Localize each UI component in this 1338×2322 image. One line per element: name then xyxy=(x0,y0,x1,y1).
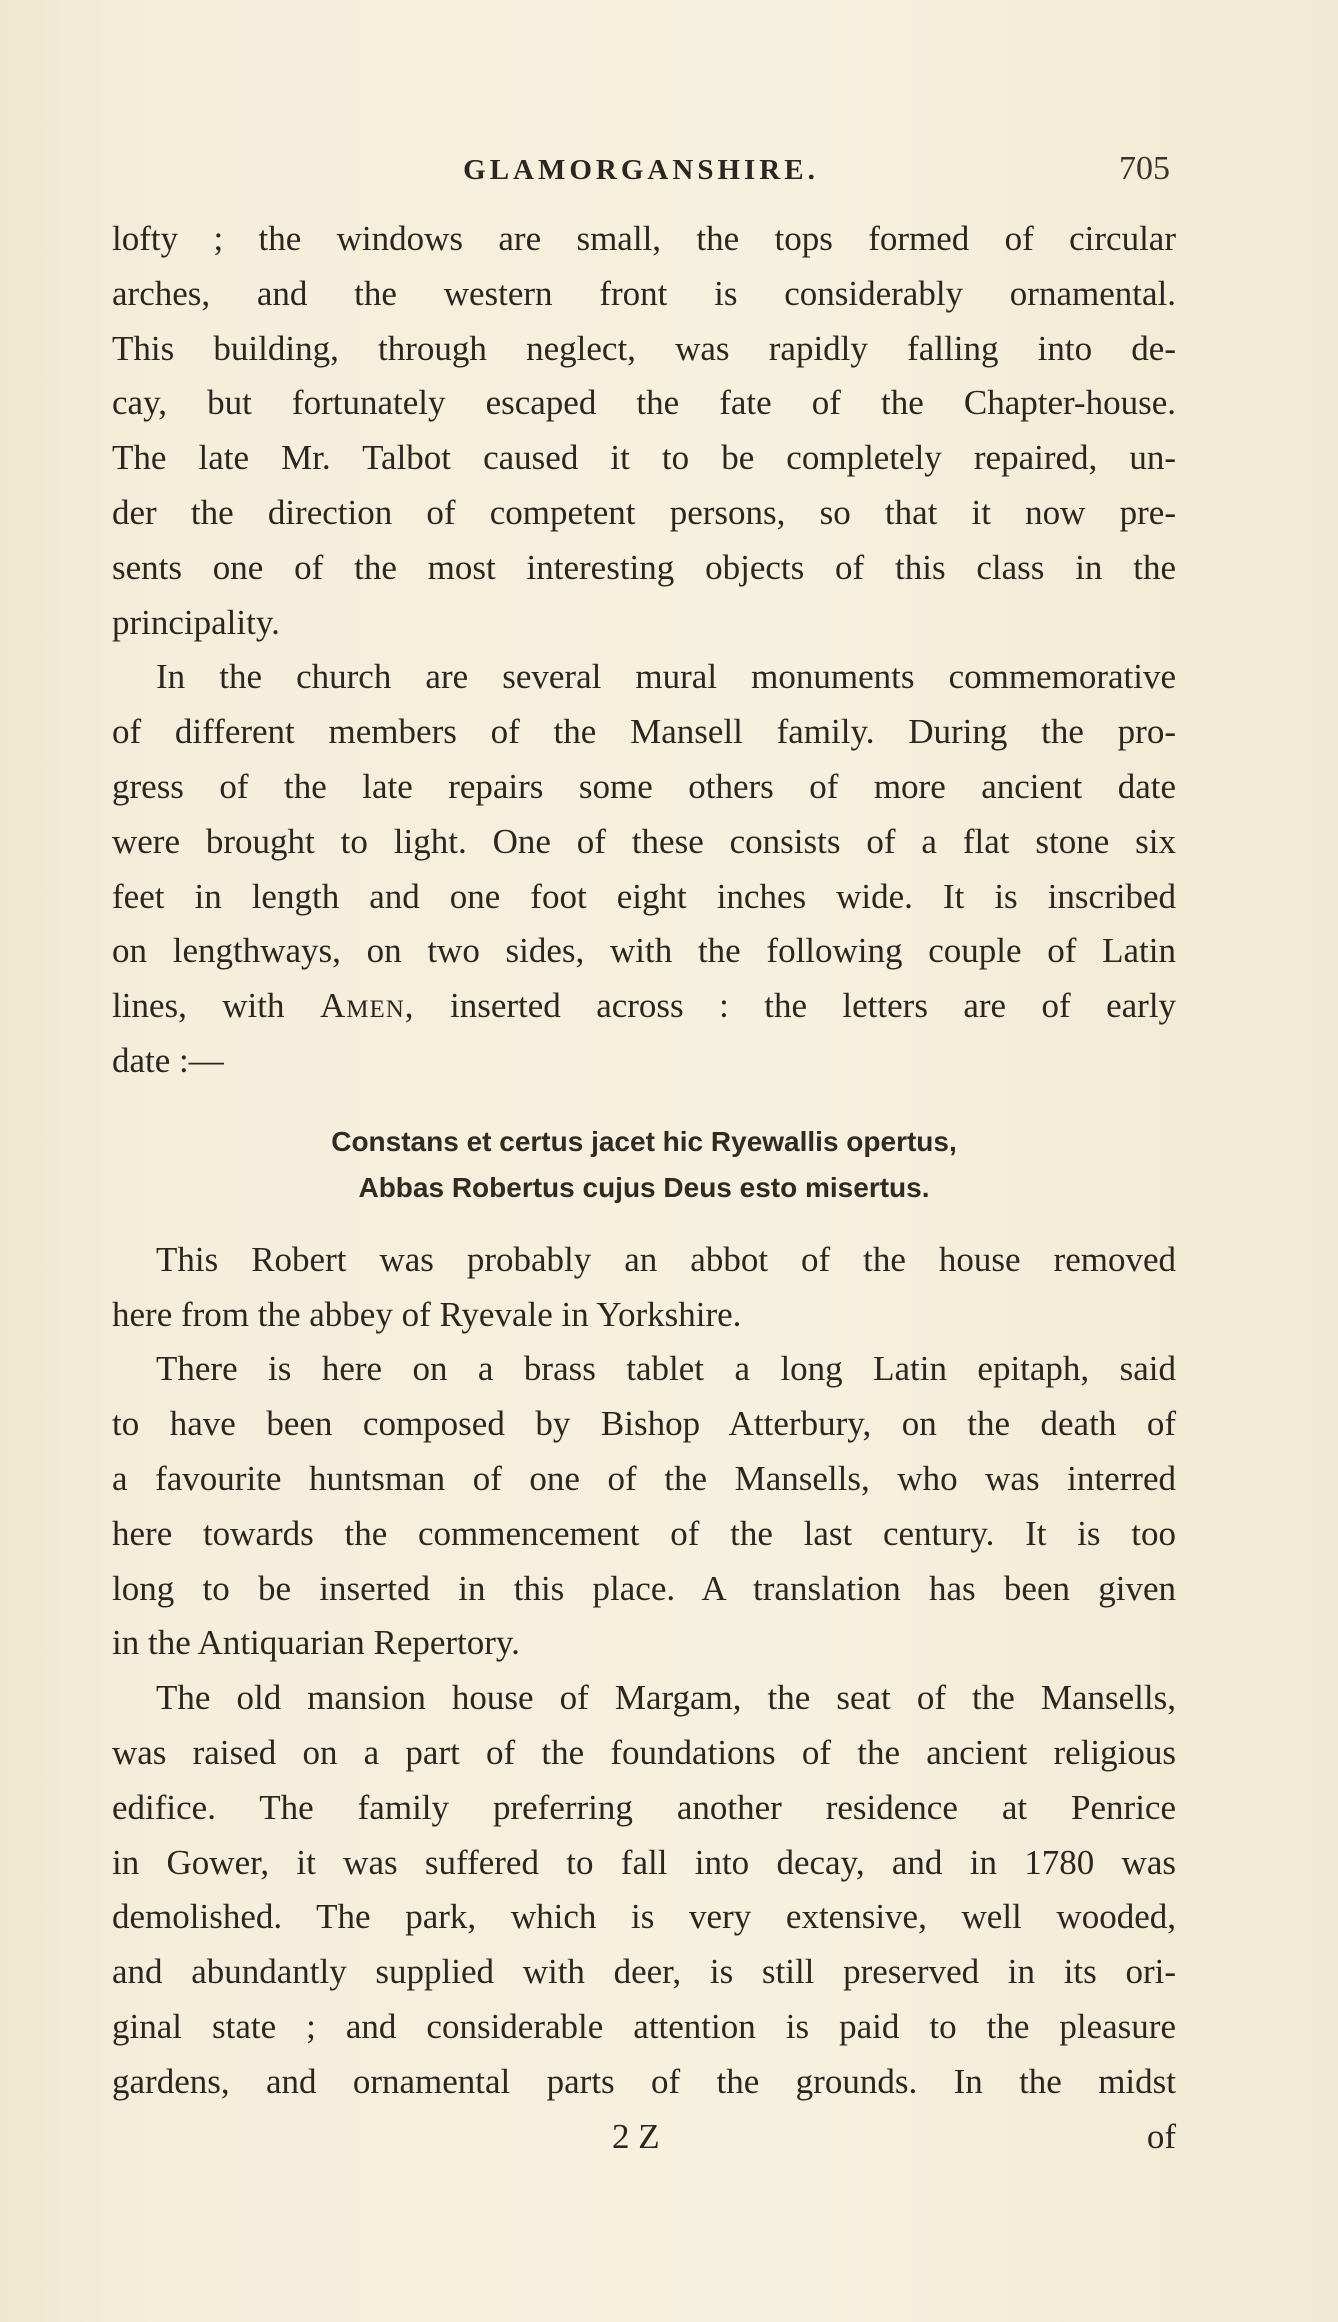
paragraph-4 xyxy=(112,1342,1176,1671)
text-line: demolished. The park, which is very extensive, well wooded, xyxy=(112,1897,1176,1937)
paragraph-5 xyxy=(112,1671,1176,2109)
text-line: This building, through neglect, was rapidly falling into de- xyxy=(112,328,1176,368)
paragraph-3 xyxy=(112,1233,1176,1343)
text-line: was raised on a part of the foundations of the ancient religious xyxy=(112,1732,1176,1772)
text-line: to have been composed by Bishop Atterbury, on the death of xyxy=(112,1404,1176,1444)
page-header xyxy=(112,150,1170,190)
text-line: ginal state ; and considerable attention is paid to the pleasure xyxy=(112,2006,1176,2046)
paragraph-1 xyxy=(112,212,1176,650)
page-footer xyxy=(112,2110,1176,2165)
text-line: This Robert was probably an abbot of the house removed xyxy=(156,1239,1176,1279)
text-line: principality. xyxy=(112,602,280,642)
text-line: of different members of the Mansell family. During the pro- xyxy=(112,712,1176,752)
text-line: There is here on a brass tablet a long Latin epitaph, said xyxy=(156,1349,1176,1389)
signature-mark: 2 Z xyxy=(612,2116,660,2156)
text-line: arches, and the western front is considerably ornamental. xyxy=(112,273,1176,313)
text-line: In the church are several mural monuments commemorative xyxy=(156,657,1176,697)
text-line: in Gower, it was suffered to fall into decay, and in 1780 was xyxy=(112,1842,1176,1882)
text-fragment: lines, with xyxy=(112,986,285,1026)
text-line: feet in length and one foot eight inches wide. It is inscribed xyxy=(112,876,1176,916)
text-line: date :— xyxy=(112,1040,224,1080)
text-line: here towards the commencement of the last century. It is too xyxy=(112,1513,1176,1553)
text-line: lofty ; the windows are small, the tops formed of circular xyxy=(112,219,1176,258)
text-line: der the direction of competent persons, so that it now pre- xyxy=(112,492,1176,532)
latin-inscription xyxy=(112,1119,1176,1211)
text-line: were brought to light. One of these consists of a flat stone six xyxy=(112,821,1176,861)
text-line: cay, but fortunately escaped the fate of the Chapter-house. xyxy=(112,383,1176,423)
text-line xyxy=(112,979,1176,1034)
text-line: sents one of the most interesting objects of this class in the xyxy=(112,547,1176,587)
text-line: in the Antiquarian Repertory. xyxy=(112,1623,520,1663)
verse-line: Constans et certus jacet hic Ryewallis opertus, xyxy=(331,1125,957,1157)
text-line: The old mansion house of Margam, the seat of the Mansells, xyxy=(156,1678,1176,1718)
small-caps-word: Amen, xyxy=(319,986,415,1026)
text-line: a favourite huntsman of one of the Mansells, who was interred xyxy=(112,1458,1176,1498)
text-line: long to be inserted in this place. A translation has been given xyxy=(112,1568,1176,1608)
paragraph-2 xyxy=(112,650,1176,1088)
text-line: and abundantly supplied with deer, is still preserved in its ori- xyxy=(112,1952,1176,1992)
text-line: edifice. The family preferring another residence at Penrice xyxy=(112,1787,1176,1827)
text-line: gress of the late repairs some others of more ancient date xyxy=(112,766,1176,806)
text-line: The late Mr. Talbot caused it to be completely repaired, un- xyxy=(112,438,1176,478)
text-fragment: inserted across : the letters are of early xyxy=(449,986,1177,1026)
verse-line: Abbas Robertus cujus Deus esto misertus. xyxy=(358,1171,930,1203)
catchword: of xyxy=(1146,2116,1176,2156)
text-line: gardens, and ornamental parts of the grounds. In the midst xyxy=(112,2061,1176,2101)
text-line: here from the abbey of Ryevale in Yorkshire. xyxy=(112,1294,742,1334)
text-line: on lengthways, on two sides, with the following couple of Latin xyxy=(112,931,1176,971)
page-number: 705 xyxy=(1119,150,1170,187)
body-text xyxy=(112,212,1176,2164)
running-title: GLAMORGANSHIRE. xyxy=(463,154,819,186)
